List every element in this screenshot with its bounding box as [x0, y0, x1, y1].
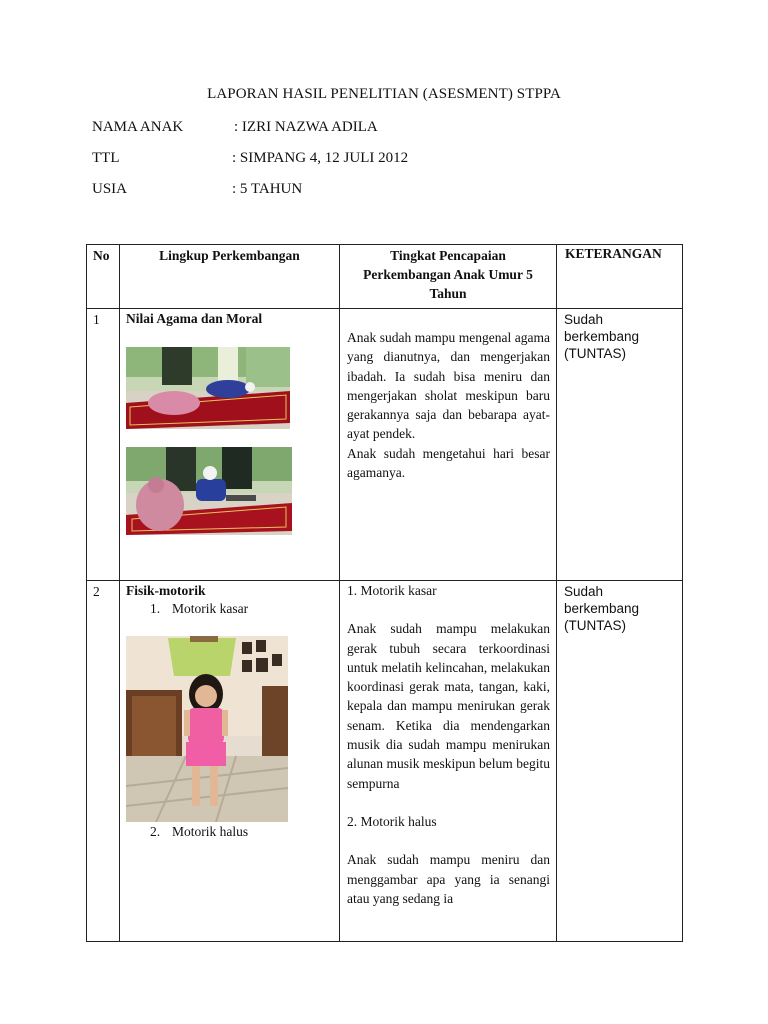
description-paragraph: Anak sudah mampu melakukan gerak tubuh secara terkoordinasi untuk melatih kelincahan, melakukan koordinasi gerak mata, tangan, kaki, kepala dan mampu menirukan gerak senam. Ketika dia mendengarkan musik dia sudah mampu menirukan alunan musik meskipun belum begitu sempurna	[347, 621, 550, 791]
sub-item-motorik-halus	[150, 824, 333, 840]
description-paragraph: Anak sudah mampu mengenal agama yang dianutnya, dan mengerjakan ibadah. Ia sudah bisa meniru dan mengerjakan sholat meskipun baru gerakannya saja dan bebarapa ayat-ayat pendek.	[347, 330, 550, 442]
info-value-ttl: : SIMPANG 4, 12 JULI 2012	[232, 150, 409, 166]
table-header-row	[87, 245, 683, 309]
document-title: LAPORAN HASIL PENELITIAN (ASESMENT) STPPA	[207, 86, 561, 102]
row-keterangan: Sudah berkembang (TUNTAS)	[557, 581, 683, 942]
info-value-nama: : IZRI NAZWA ADILA	[234, 119, 378, 135]
prayer-photo-1	[126, 347, 290, 429]
description-paragraph: Anak sudah mengetahui hari besar agamanya.	[347, 445, 550, 481]
sub-item-motorik-kasar	[150, 601, 333, 617]
info-label-usia: USIA	[92, 181, 128, 197]
sub-item-label: Motorik kasar	[172, 601, 249, 616]
row-description	[340, 309, 557, 581]
sub-item-label: Motorik halus	[172, 824, 249, 839]
info-label-nama: NAMA ANAK	[92, 119, 184, 135]
header-keterangan: KETERANGAN	[557, 245, 683, 309]
table-row	[87, 581, 683, 942]
row-number: 1	[87, 309, 120, 581]
row-keterangan: Sudah berkembang (TUNTAS)	[557, 309, 683, 581]
description-paragraph: Anak sudah mampu meniru dan menggambar apa yang ia senangi atau yang sedang ia	[347, 852, 550, 906]
info-value-usia: : 5 TAHUN	[232, 181, 303, 197]
description-heading: 1. Motorik kasar	[347, 583, 437, 598]
prayer-photo-2	[126, 447, 292, 535]
row-description	[340, 581, 557, 942]
header-lingkup: Lingkup Perkembangan	[120, 245, 340, 309]
row-lingkup	[120, 581, 340, 942]
description-heading: 2. Motorik halus	[347, 813, 437, 829]
assessment-table	[86, 244, 683, 942]
header-no: No	[87, 245, 120, 309]
info-label-ttl: TTL	[92, 150, 120, 166]
lingkup-title: Nilai Agama dan Moral	[126, 311, 263, 326]
header-tingkat: Tingkat Pencapaian Perkembangan Anak Umur 5 Tahun	[340, 245, 557, 309]
sub-item-number: 1.	[150, 601, 161, 616]
row-number: 2	[87, 581, 120, 942]
sub-item-number: 2.	[150, 824, 161, 839]
lingkup-title: Fisik-motorik	[126, 583, 206, 598]
row-lingkup	[120, 309, 340, 581]
child-standing-photo	[126, 636, 288, 822]
table-row	[87, 309, 683, 581]
